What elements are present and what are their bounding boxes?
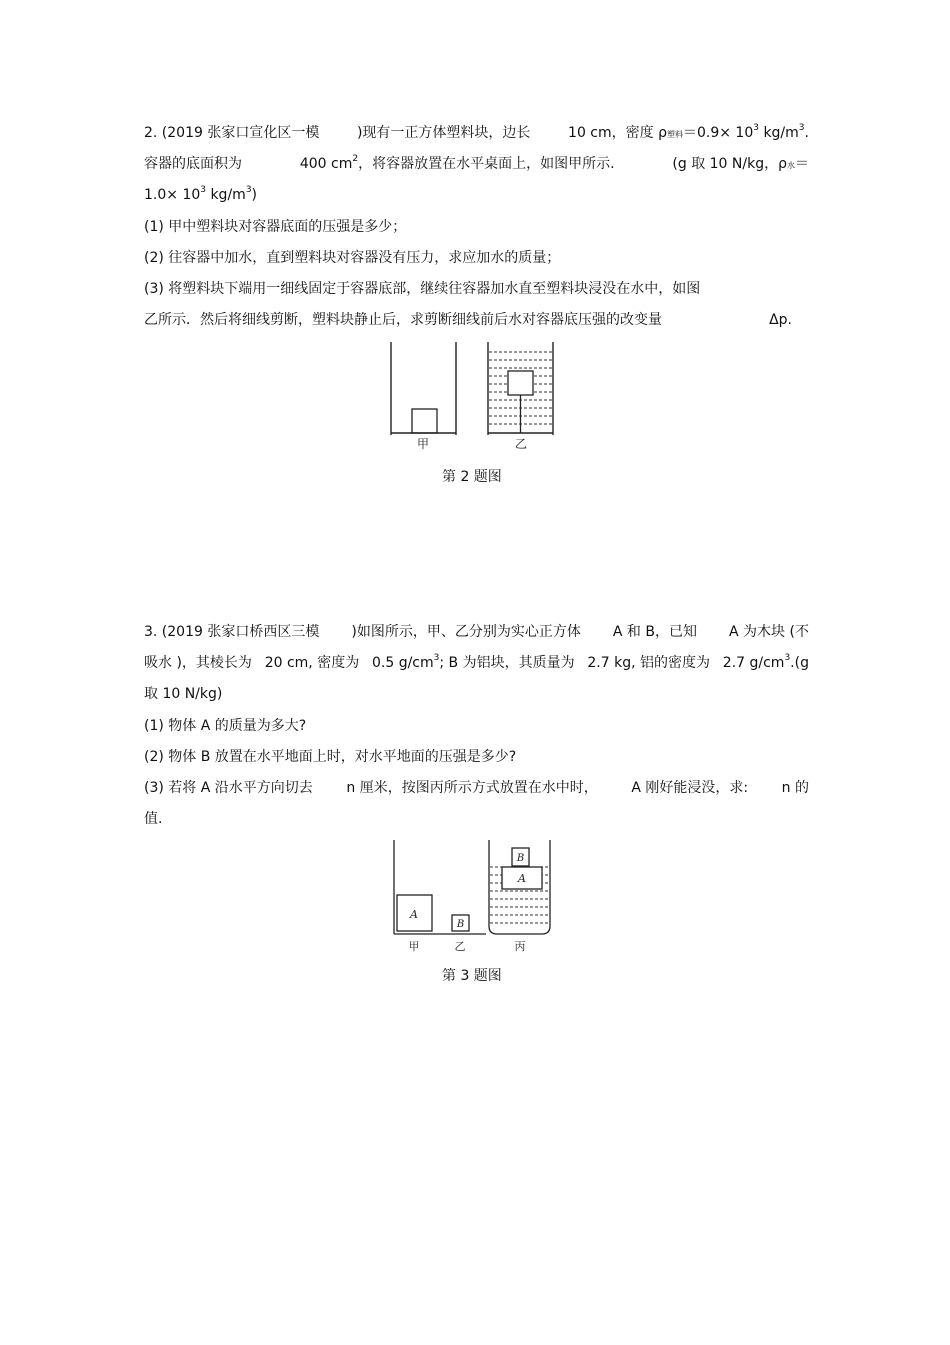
q2-stem-line-1 <box>144 124 809 144</box>
svg-text:B: B <box>516 853 525 864</box>
q2-container-yi <box>488 342 553 451</box>
q3-container-bing <box>489 840 550 953</box>
q2-figure-caption: 第 2 题图 <box>442 469 502 485</box>
q3-stem-line-2: 吸水 )，其棱长为 20 cm, 密度为 0.5 $g/cm^3$; B 为铝块，其质量为 2.7 kg, 铝的密度为 2.7 $g/cm^3.(g$ <box>144 653 809 671</box>
q3-figure <box>392 838 554 956</box>
q2-stem-line-2: 容器的底面积为 400 $cm^2$，将容器放置在水平桌面上，如图甲所示. (g 取 10 N/kg，ρ水＝ <box>144 155 809 175</box>
q2-subquestion-3-line-2: 乙所示．然后将细线剪断，塑料块静止后，求剪断细线前后水对容器底压强的改变量 Δp. <box>144 312 792 328</box>
q2-figure <box>388 340 560 455</box>
q3-label-yi: 乙 <box>454 940 466 953</box>
q3-stem-line-1: 3. (2019 张家口桥西区三模 )如图所示，甲、乙分别为实心正方体 A 和 B，已知 A 为木块 (不 <box>144 624 809 640</box>
q3-subquestion-2: (2) 物体 B 放置在水平地面上时，对水平地面的压强是多少? <box>144 749 517 765</box>
q3-subquestion-3-line-1: (3) 若将 A 沿水平方向切去 n 厘米，按图丙所示方式放置在水中时， A 刚好能浸没，求: n 的 <box>144 780 809 796</box>
q2-constants: (g 取 10 N/kg，ρ水＝ <box>672 156 809 172</box>
svg-text:A: A <box>410 908 418 921</box>
q2-stem-text: )现有一正方体塑料块，边长 <box>356 125 531 141</box>
q3-figure-caption: 第 3 题图 <box>442 968 502 984</box>
q2-subquestion-3-line-1: (3) 将塑料块下端用一细线固定于容器底部，继续往容器加水直至塑料块浸没在水中，如图 <box>144 281 701 297</box>
q3-stem-line-3: 取 10 N/kg) <box>144 686 223 702</box>
q2-label-jia: 甲 <box>416 437 430 451</box>
q2-subquestion-1: (1) 甲中塑料块对容器底面的压强是多少； <box>144 219 407 235</box>
q3-subquestion-3-line-2: 值. <box>144 811 163 827</box>
q3-label-jia: 甲 <box>408 940 420 953</box>
q3-source: 3. (2019 张家口桥西区三模 <box>144 624 320 640</box>
q2-plastic-block-jia <box>412 409 437 433</box>
q3-label-bing: 丙 <box>514 940 526 953</box>
q3-subquestion-1: (1) 物体 A 的质量为多大? <box>144 718 307 734</box>
q2-source: 2. (2019 张家口宣化区一模 <box>144 125 320 141</box>
q2-plastic-block-yi <box>508 371 533 395</box>
q2-area: 400 $cm^2$，将容器放置在水平桌面上，如图甲所示. <box>299 154 615 172</box>
q2-density-subscript: 塑料 <box>666 130 683 139</box>
svg-text:B: B <box>456 919 465 930</box>
q2-container-jia <box>391 342 456 451</box>
svg-text:A: A <box>518 872 526 885</box>
q2-label-yi: 乙 <box>514 437 528 451</box>
q2-stem-line-3: $1.0\times 10^3$ $kg/m^3$) <box>144 185 258 203</box>
q2-subquestion-2: (2) 往容器中加水，直到塑料块对容器没有压力，求应加水的质量； <box>144 250 561 266</box>
q2-density: 10 cm，密度 ρ塑料$=0.9\times 10^3$ $kg/m^3$. <box>568 123 809 141</box>
